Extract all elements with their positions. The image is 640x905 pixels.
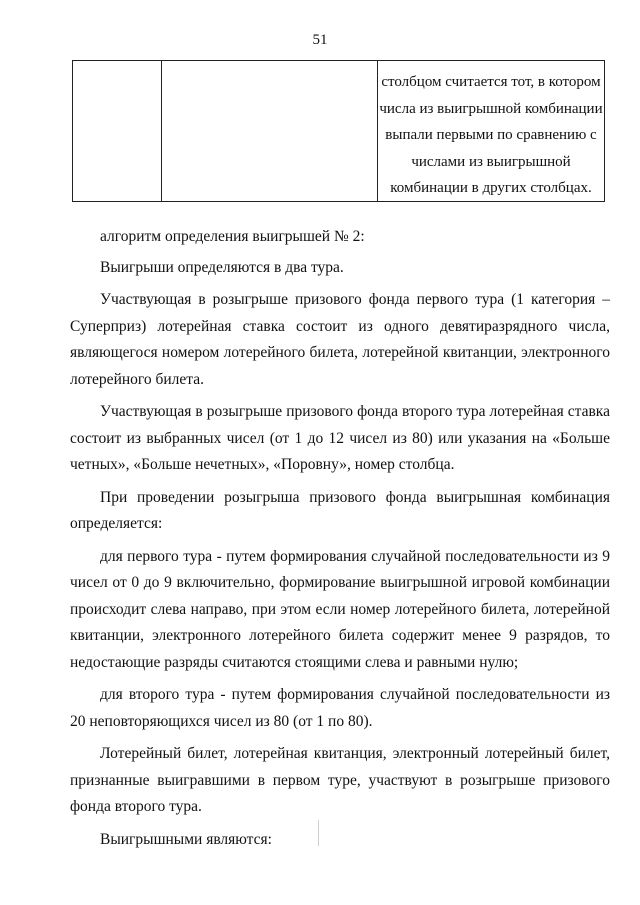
paragraph-second-round-stake: Участвующая в розыгрыше призового фонда второго тура лотерейная ставка состоит из выбранных чисел (от 1 до 12 чисел из 80) или указания на «Больше четных», «Больше нечетных», «Поровну», номер столбца. [70, 403, 610, 473]
table-cell-line: числа из выигрышной комбинации [379, 100, 603, 117]
paragraph-algorithm-heading: алгоритм определения выигрышей № 2: [100, 228, 365, 245]
paragraph-first-round-rule: для первого тура - путем формирования случайной последовательности из 9 чисел от 0 до 9 включительно, формирование выигрышной игровой комбинации происходит слева направо, при этом если номер лотерейного билета, лотерейной квитанции, электронного лотерейного билета содержит менее 9 разрядов, то недостающие разряды считаются стоящими слева и равными нулю; [70, 547, 610, 671]
paragraph-two-rounds: Выигрыши определяются в два тура. [100, 258, 344, 276]
table-cell-line: комбинации в других столбцах. [390, 180, 592, 196]
scan-artifact-line [318, 820, 319, 846]
table-fragment [72, 60, 605, 202]
table-cell-line: выпали первыми по сравнению с [385, 127, 597, 143]
paragraph-winners-participate: Лотерейный билет, лотерейная квитанция, электронный лотерейный билет, признанные выигравшими в первом туре, участвуют в розыгрыше призового фонда второго тура. [70, 745, 610, 815]
paragraph-first-round-stake: Участвующая в розыгрыше призового фонда первого тура (1 категория – Суперприз) лотерейная ставка состоит из одного девятиразрядного числа, являющегося номером лотерейного билета, лотерейной квитанции, электронного лотерейного билета. [70, 291, 610, 388]
paragraph-winning-are: Выигрышными являются: [100, 830, 272, 848]
paragraph-second-round-rule: для второго тура - путем формирования случайной последовательности из 20 неповторяющихся чисел из 80 (от 1 по 80). [70, 686, 610, 730]
table-cell-line: числами из выигрышной [411, 153, 571, 170]
table-cell-empty-2 [162, 61, 378, 201]
table-cell-line: столбцом считается тот, в котором [381, 74, 601, 90]
page-number: 51 [312, 32, 328, 48]
paragraph-winning-combination: При проведении розыгрыша призового фонда выигрышная комбинация определяется: [70, 488, 610, 532]
document-body [70, 224, 610, 859]
table-cell-description [378, 61, 604, 201]
table-cell-empty-1 [73, 61, 162, 201]
